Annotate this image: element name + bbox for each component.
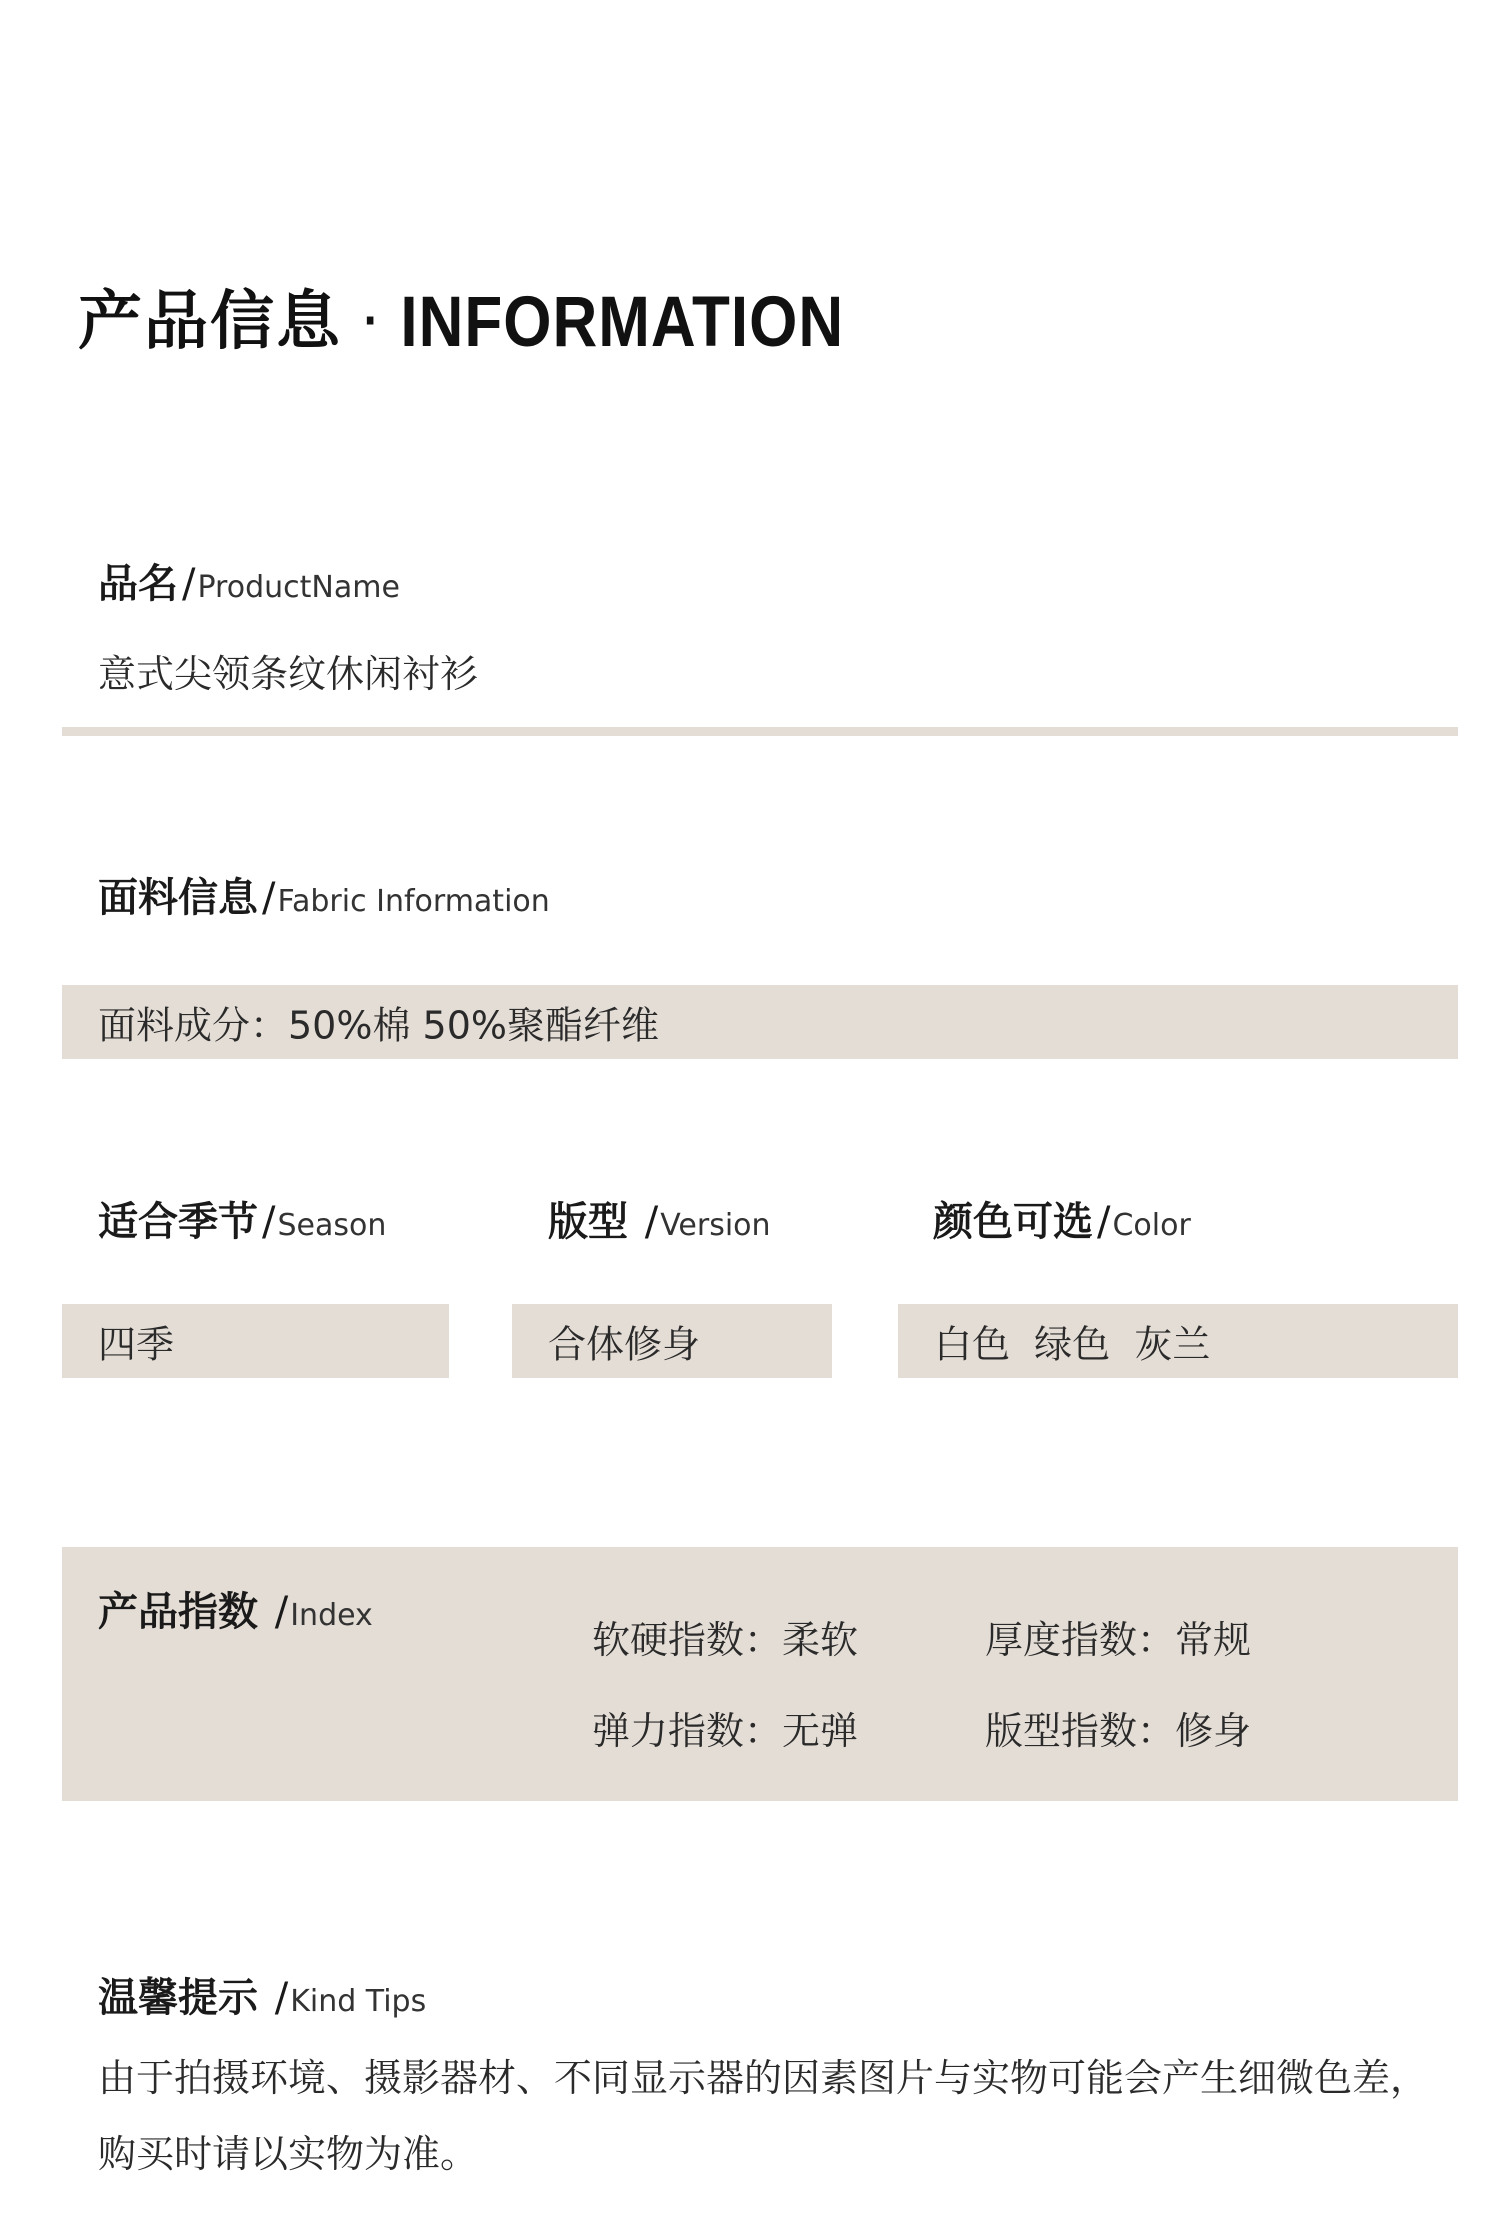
fabric-label-zh: 面料信息 [98, 875, 258, 921]
tips-label [98, 1966, 426, 2023]
season-bar [62, 1304, 449, 1378]
version-label-zh: 版型 [548, 1199, 628, 1245]
index-elasticity: 弹力指数：无弹 [592, 1709, 859, 1753]
index-label-en: Index [290, 1598, 373, 1633]
section-divider [62, 727, 1458, 736]
tips-label-zh: 温馨提示 [98, 1975, 258, 2021]
color-label-zh: 颜色可选 [933, 1199, 1093, 1245]
color-bar [898, 1304, 1458, 1378]
page-title-zh: 产品信息 [78, 285, 342, 359]
fabric-label [98, 866, 550, 923]
slash: / [632, 1199, 659, 1245]
title-separator: · [360, 285, 383, 359]
index-thickness: 厚度指数：常规 [985, 1618, 1252, 1662]
product-name-label-zh: 品名 [98, 561, 178, 607]
page-title-en: INFORMATION [400, 282, 845, 363]
season-label-en: Season [277, 1208, 387, 1243]
page-title [78, 270, 844, 362]
color-label-en: Color [1112, 1208, 1191, 1243]
tips-label-en: Kind Tips [290, 1984, 427, 2019]
index-fit: 版型指数：修身 [985, 1709, 1252, 1753]
fabric-bar [62, 985, 1458, 1059]
index-softness: 软硬指数：柔软 [592, 1618, 859, 1662]
product-name-value: 意式尖领条纹休闲衬衫 [98, 652, 479, 696]
version-value: 合体修身 [548, 1322, 701, 1367]
product-name-label [98, 552, 400, 609]
version-bar [512, 1304, 832, 1378]
slash: / [262, 875, 276, 921]
season-label [98, 1190, 386, 1247]
slash: / [262, 1199, 276, 1245]
index-label-zh: 产品指数 [98, 1589, 258, 1635]
color-value: 白色 绿色 灰兰 [934, 1322, 1211, 1367]
product-name-label-en: ProductName [197, 570, 400, 605]
slash: / [1097, 1199, 1111, 1245]
fabric-value: 面料成分：50%棉 50%聚酯纤维 [98, 1003, 660, 1048]
slash: / [262, 1975, 289, 2021]
season-value: 四季 [98, 1322, 175, 1367]
color-label [933, 1190, 1191, 1247]
slash: / [182, 561, 196, 607]
version-label-en: Version [660, 1208, 771, 1243]
index-label [98, 1580, 373, 1637]
slash: / [262, 1589, 289, 1635]
tips-text: 由于拍摄环境、摄影器材、不同显示器的因素图片与实物可能会产生细微色差，购买时请以实物为准。 [98, 2056, 1429, 2176]
version-label [548, 1190, 771, 1247]
fabric-label-en: Fabric Information [277, 884, 550, 919]
season-label-zh: 适合季节 [98, 1199, 258, 1245]
